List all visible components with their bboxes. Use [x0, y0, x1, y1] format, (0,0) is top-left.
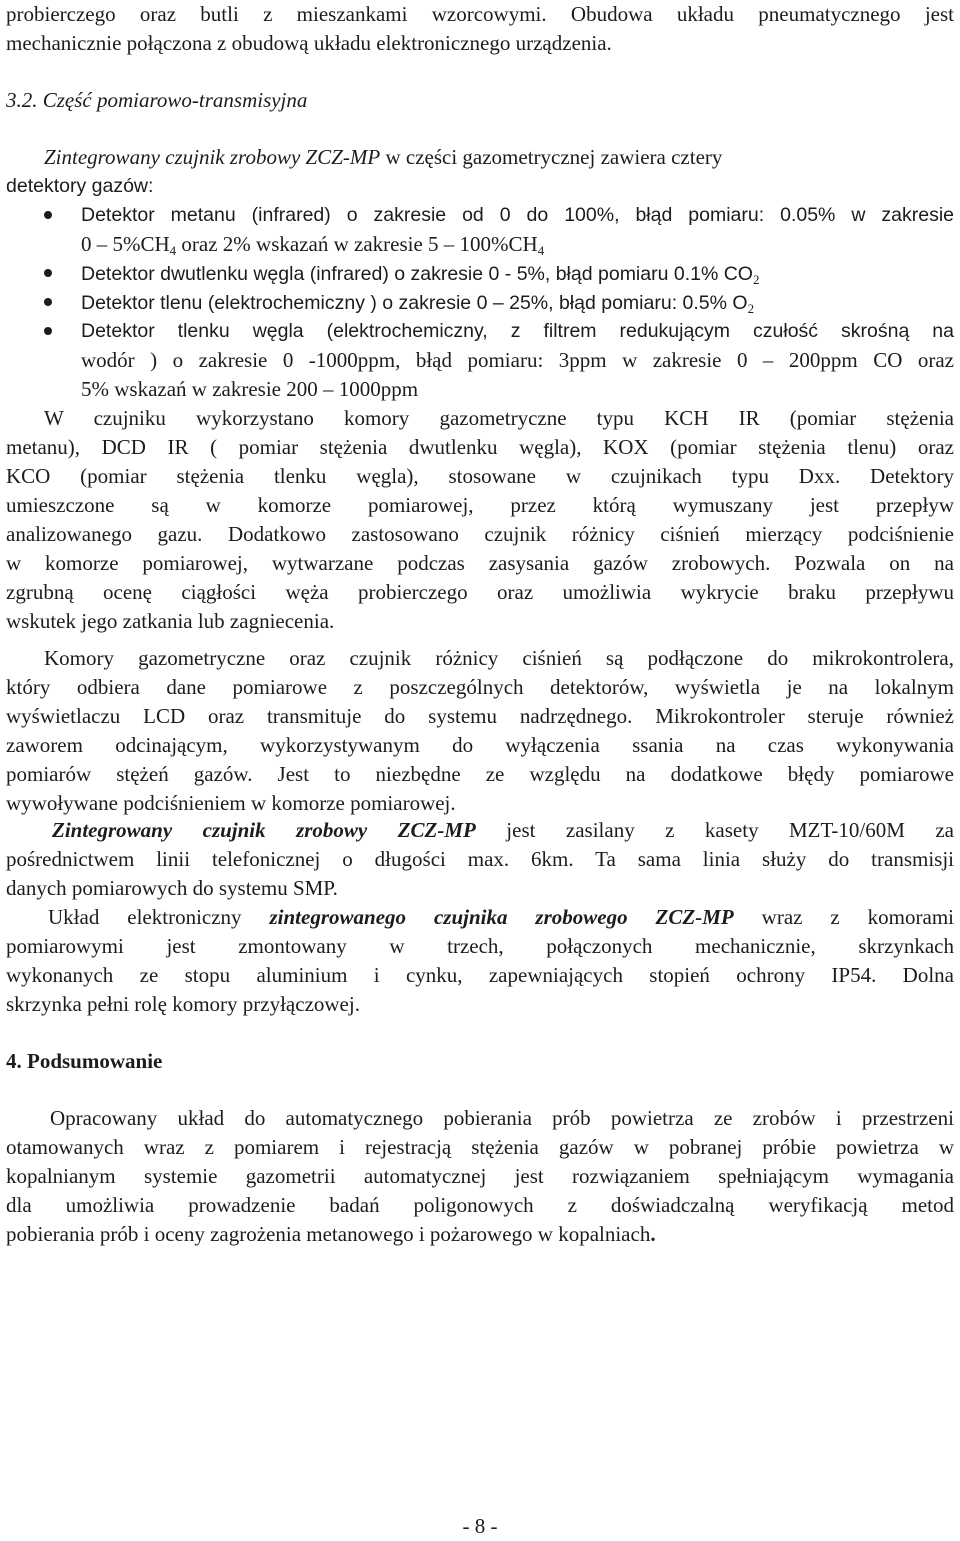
section-4-line-4: dla umożliwia prowadzenie badań poligonowych z doświadczalną weryfikacją metod — [6, 1193, 954, 1217]
para-4-line-3: danych pomiarowych do systemu SMP. — [6, 876, 338, 900]
intro-line-1: probierczego oraz butli z mieszankami wzorcowymi. Obudowa układu pneumatycznego jest — [6, 2, 954, 26]
para-5-line-2: pomiarowymi jest zmontowany w trzech, połączonych mechanicznie, skrzynkach — [6, 934, 954, 958]
section-heading-3-2: 3.2. Część pomiarowo-transmisyjna — [6, 88, 308, 112]
subscript: 4 — [537, 243, 545, 258]
para-2-line-4: umieszczone są w komorze pomiarowej, przez którą wymuszany jest przepływ — [6, 493, 954, 517]
para-2-line-3: KCO (pomiar stężenia tlenku węgla), stosowane w czujnikach typu Dxx. Detektory — [6, 464, 954, 488]
bullet-4-line-1: Detektor tlenku węgla (elektrochemiczny, z filtrem redukującym czułość skrośną na — [81, 320, 954, 342]
bullet-dot — [44, 269, 52, 277]
intro-line-2: mechanicznie połączona z obudową układu elektronicznego urządzenia. — [6, 31, 612, 55]
subscript: 2 — [752, 272, 760, 287]
para-text: wraz z komorami — [733, 905, 954, 929]
bullet-4-line-2: wodór ) o zakresie 0 -1000ppm, błąd pomiaru: 3ppm w zakresie 0 – 200ppm CO oraz — [81, 348, 954, 372]
bullet-dot — [44, 211, 52, 219]
section-4-line-2: otamowanych wraz z pomiarem i rejestracją stężenia gazów w pobranej próbie powietrza w — [6, 1135, 954, 1159]
text-part: 0 – 5%CH — [81, 232, 170, 256]
para-text: w części gazometrycznej zawiera cztery — [380, 145, 723, 169]
para-4-line-2: pośrednictwem linii telefonicznej o długości max. 6km. Ta sama linia służy do transmisji — [6, 847, 954, 871]
section-3-2-para-line-2: detektory gazów: — [6, 175, 154, 197]
product-name: Zintegrowany czujnik zrobowy ZCZ-MP — [52, 818, 476, 842]
para-2-line-5: analizowanego gazu. Dodatkowo zastosowano czujnik różnicy ciśnień mierzący podciśnienie — [6, 522, 954, 546]
para-text: jest zasilany z kasety MZT-10/60M za — [475, 818, 954, 842]
bullet-1-line-1: Detektor metanu (infrared) o zakresie od 0 do 100%, błąd pomiaru: 0.05% w zakresie — [81, 204, 954, 226]
para-5-line-4: skrzynka pełni rolę komory przyłączowej. — [6, 992, 360, 1016]
text-part: Detektor dwutlenku węgla (infrared) o zakresie 0 - 5%, błąd pomiaru 0.1% CO — [81, 263, 753, 285]
page-number-text: - 8 - — [462, 1514, 498, 1538]
section-4-line-5 — [6, 1220, 954, 1249]
product-name: Zintegrowany czujnik zrobowy ZCZ-MP — [44, 145, 381, 169]
para-3-line-4: zaworem odcinającym, wykorzystywanym do wyłączenia ssania na czas wykonywania — [6, 733, 954, 757]
para-2-line-6: w komorze pomiarowej, wytwarzane podczas zasysania gazów zrobowych. Pozwala on na — [6, 551, 954, 575]
para-text: Układ elektroniczny — [48, 905, 270, 929]
para-2-line-2: metanu), DCD IR ( pomiar stężenia dwutlenku węgla), KOX (pomiar stężenia tlenu) oraz — [6, 435, 954, 459]
para-2-line-1: W czujniku wykorzystano komory gazometryczne typu KCH IR (pomiar stężenia — [44, 406, 954, 430]
section-4-line-1: Opracowany układ do automatycznego pobierania prób powietrza ze zrobów i przestrzeni — [50, 1106, 954, 1130]
subscript: 4 — [169, 243, 177, 258]
bullet-dot — [44, 298, 52, 306]
bullet-2-line — [81, 259, 954, 289]
subscript: 2 — [747, 301, 755, 316]
para-5-line-3: wykonanych ze stopu aluminium i cynku, zapewniających stopień ochrony IP54. Dolna — [6, 963, 954, 987]
para-2-line-7: zgrubną ocenę ciągłości węża probierczego oraz umożliwia wykrycie braku przepływu — [6, 580, 954, 604]
section-4-line-3: kopalnianym systemie gazometrii automatycznej jest rozwiązaniem spełniającym wymagania — [6, 1164, 954, 1188]
para-2-line-8: wskutek jego zatkania lub zagniecenia. — [6, 609, 335, 633]
bullet-1-line-2 — [81, 230, 954, 259]
bullet-dot — [44, 327, 52, 335]
text-part: Detektor tlenu (elektrochemiczny ) o zakresie 0 – 25%, błąd pomiaru: 0.5% O — [81, 292, 748, 314]
page-number — [0, 1512, 960, 1541]
para-3-line-6: wywoływane podciśnieniem w komorze pomiarowej. — [6, 791, 456, 815]
section-3-2-para-line-1 — [44, 143, 954, 172]
para-3-line-3: wyświetlaczu LCD oraz transmituje do systemu nadrzędnego. Mikrokontroler steruje również — [6, 704, 954, 728]
bullet-4-line-3: 5% wskazań w zakresie 200 – 1000ppm — [81, 377, 419, 401]
para-4-line-1 — [52, 816, 954, 845]
para-text: pobierania prób i oceny zagrożenia metanowego i pożarowego w kopalniach — [6, 1222, 651, 1246]
para-3-line-2: który odbiera dane pomiarowe z poszczególnych detektorów, wyświetla je na lokalnym — [6, 675, 954, 699]
para-5-line-1 — [48, 903, 954, 932]
product-name: zintegrowanego czujnika zrobowego ZCZ-MP — [269, 905, 734, 929]
para-3-line-5: pomiarów stężeń gazów. Jest to niezbędne ze względu na dodatkowe błędy pomiarowe — [6, 762, 954, 786]
section-heading-4: 4. Podsumowanie — [6, 1049, 163, 1073]
period: . — [650, 1222, 656, 1246]
para-3-line-1: Komory gazometryczne oraz czujnik różnicy ciśnień są podłączone do mikrokontrolera, — [44, 646, 954, 670]
bullet-3-line — [81, 288, 954, 318]
text-part: oraz 2% wskazań w zakresie 5 – 100%CH — [176, 232, 538, 256]
